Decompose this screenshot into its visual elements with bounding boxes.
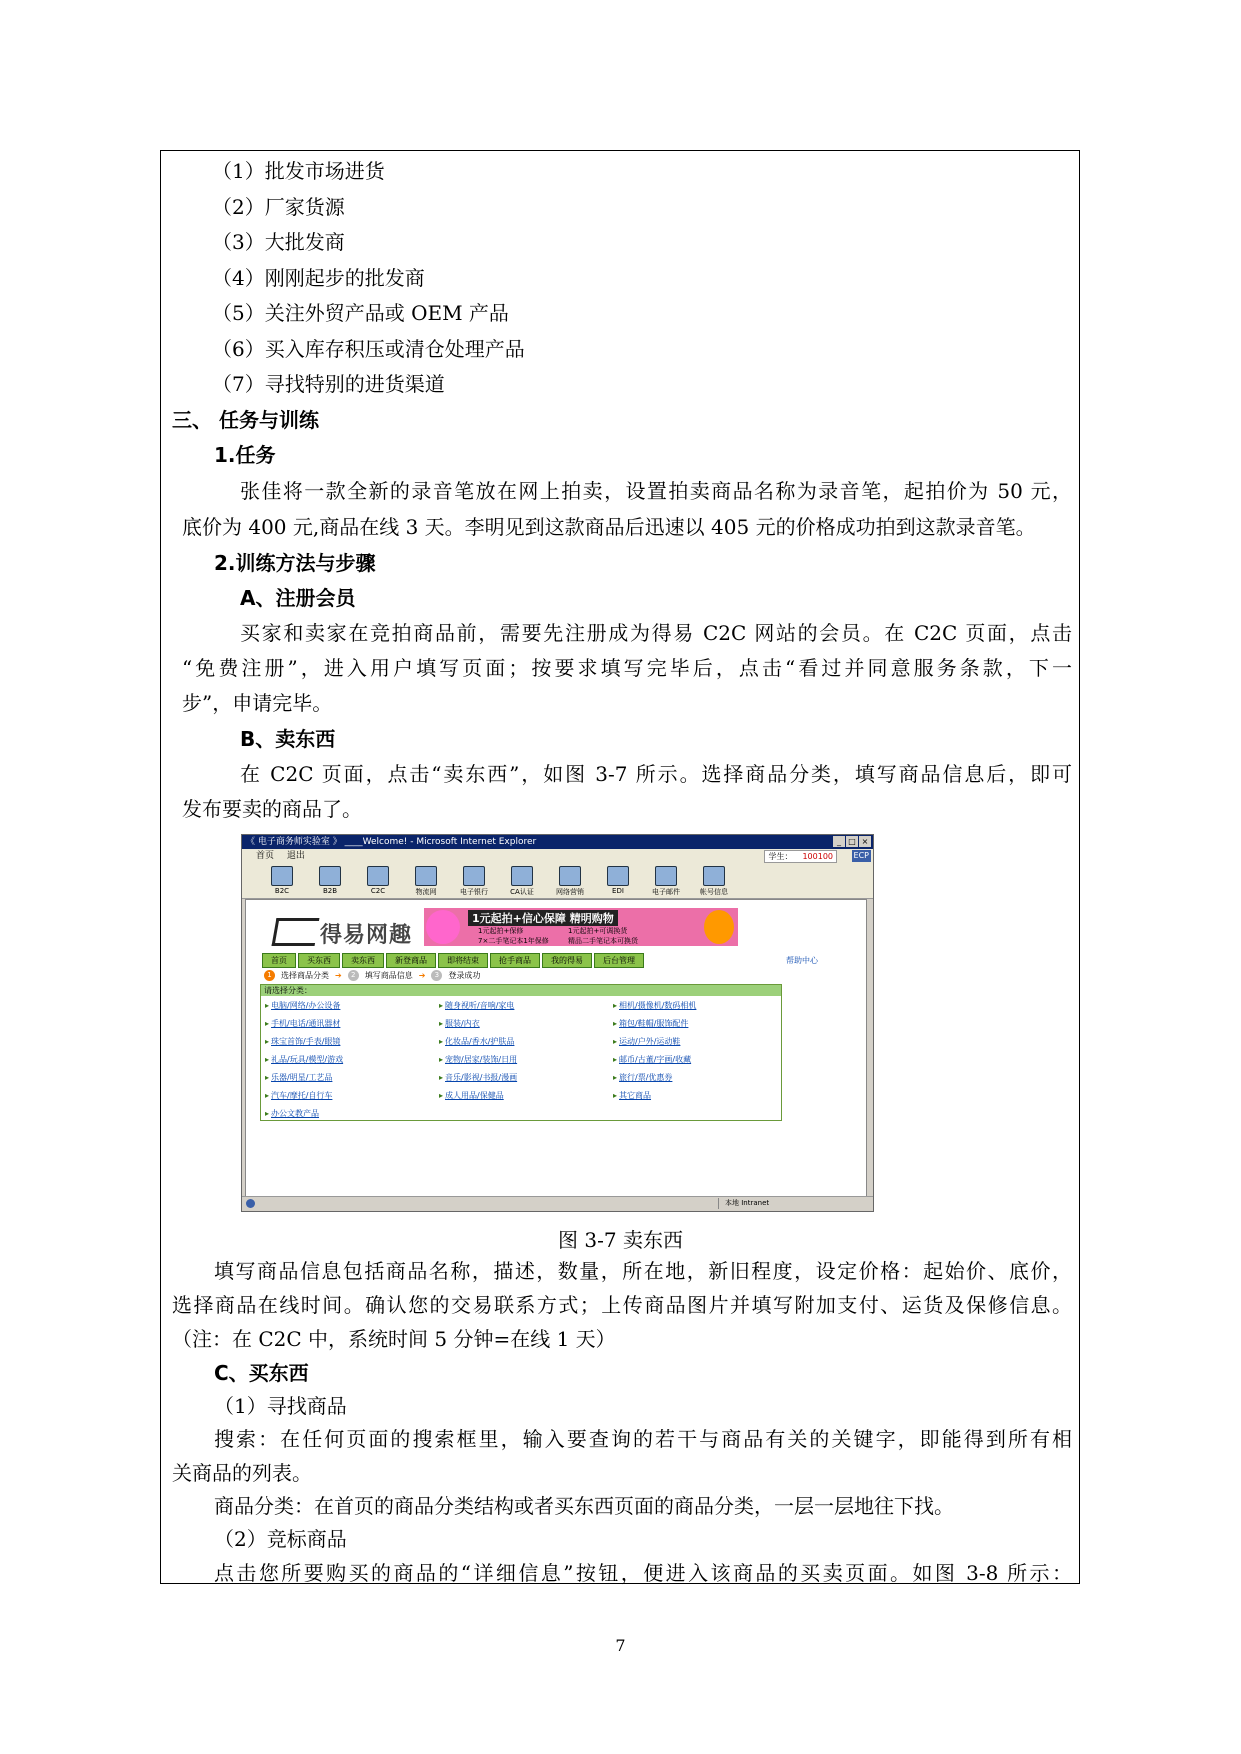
list-item: （5）关注外贸产品或 OEM 产品	[212, 301, 509, 325]
step-indicator: 1 选择商品分类 ➔ 2 填写商品信息 ➔ 3 登录成功	[264, 970, 480, 981]
help-link[interactable]: 帮助中心	[786, 956, 818, 965]
category-link[interactable]: ▸ 服装/内衣	[439, 1018, 480, 1029]
tool-account[interactable]: 帐号信息	[694, 864, 734, 898]
tool-c2c[interactable]: C2C	[358, 864, 398, 898]
paragraph-line: 步”，申请完毕。	[182, 691, 333, 715]
logo-mark-icon	[272, 918, 320, 946]
paragraph-line: 张佳将一款全新的录音笔放在网上拍卖，设置拍卖商品名称为录音笔，起拍价为 50 元，	[240, 479, 1072, 503]
list-item: （6）买入库存积压或清仓处理产品	[212, 337, 525, 361]
c2c-icon	[367, 866, 389, 886]
list-item: （1）寻找商品	[214, 1394, 347, 1418]
paragraph-line: （注：在 C2C 中，系统时间 5 分钟=在线 1 天）	[172, 1327, 616, 1351]
category-link[interactable]: ▸ 办公文教产品	[265, 1108, 319, 1119]
subsection-heading: A、注册会员	[240, 586, 356, 610]
tab-hot[interactable]: 抢手商品	[490, 953, 540, 968]
paragraph-line: 发布要卖的商品了。	[182, 797, 362, 821]
category-link[interactable]: ▸ 运动/户外/运动鞋	[613, 1036, 680, 1047]
network-icon	[559, 866, 581, 886]
tab-home[interactable]: 首页	[262, 953, 296, 968]
category-link[interactable]: ▸ 电脑/网络/办公设备	[265, 1000, 340, 1011]
status-bar	[242, 1196, 873, 1211]
subsection-heading: C、买东西	[214, 1361, 309, 1385]
site-tabs	[262, 953, 644, 968]
truck-icon	[415, 866, 437, 886]
arrow-right-icon: ➔	[418, 971, 426, 980]
category-link[interactable]: ▸ 珠宝首饰/手表/眼镜	[265, 1036, 340, 1047]
paragraph-line: 搜索：在任何页面的搜索框里，输入要查询的若干与商品有关的关键字，即能得到所有相	[214, 1427, 1072, 1451]
category-link[interactable]: ▸ 化妆品/香水/护肤品	[439, 1036, 514, 1047]
paragraph-line: 在 C2C 页面，点击“卖东西”，如图 3-7 所示。选择商品分类，填写商品信息后，即可	[240, 762, 1072, 786]
list-item: （2）竞标商品	[214, 1527, 347, 1551]
minimize-icon[interactable]: _	[833, 836, 845, 847]
paragraph-line: 买家和卖家在竞拍商品前，需要先注册成为得易 C2C 网站的会员。在 C2C 页面，点击	[240, 621, 1072, 645]
window-title: 《 电子商务师实验室 》 ____Welcome! - Microsoft Internet Explorer	[246, 837, 537, 847]
student-badge: 学生： 100100	[764, 850, 837, 863]
promo-banner[interactable]: 1元起拍+信心保障 精明购物 1元起拍+保修 7×二手笔记本1年保修 1元起拍+可调换货 精品二手笔记本可换货	[424, 908, 738, 946]
account-icon	[703, 866, 725, 886]
cartoon-girl-icon	[426, 910, 460, 944]
list-item: （2）厂家货源	[212, 195, 345, 219]
tab-buy[interactable]: 买东西	[298, 953, 340, 968]
category-link[interactable]: ▸ 宠物/居家/装饰/日用	[439, 1054, 517, 1065]
tab-sell[interactable]: 卖东西	[342, 953, 384, 968]
tool-b2c[interactable]: B2C	[262, 864, 302, 898]
tab-new[interactable]: 新登商品	[386, 953, 436, 968]
figure-caption: 图 3-7 卖东西	[558, 1228, 683, 1252]
app-toolbar	[242, 864, 873, 899]
category-link[interactable]: ▸ 成人用品/保健品	[439, 1090, 504, 1101]
edi-icon	[607, 866, 629, 886]
category-link[interactable]: ▸ 邮币/古董/字画/收藏	[613, 1054, 691, 1065]
ecp-logo: ECP	[853, 851, 869, 860]
tool-edi[interactable]: EDI	[598, 864, 638, 898]
category-link[interactable]: ▸ 相机/摄像机/数码相机	[613, 1000, 696, 1011]
close-icon[interactable]: ×	[859, 836, 871, 847]
category-link[interactable]: ▸ 其它商品	[613, 1090, 651, 1101]
mail-icon	[655, 866, 677, 886]
category-header: 请选择分类：	[261, 985, 781, 996]
subsection-heading: B、卖东西	[240, 727, 336, 751]
cartoon-child-icon	[704, 910, 734, 944]
tab-mine[interactable]: 我的得易	[542, 953, 592, 968]
section-heading: 三、 任务与训练	[172, 408, 319, 432]
tool-email[interactable]: 电子邮件	[646, 864, 686, 898]
bank-icon	[463, 866, 485, 886]
tool-ebank[interactable]: 电子银行	[454, 864, 494, 898]
ie-icon	[246, 1199, 255, 1208]
paragraph-line: 关商品的列表。	[172, 1461, 312, 1485]
menu-home[interactable]: 首页	[256, 851, 275, 861]
maximize-icon[interactable]: □	[846, 836, 858, 847]
category-link[interactable]: ▸ 音乐/影视/书报/漫画	[439, 1072, 517, 1083]
tab-admin[interactable]: 后台管理	[594, 953, 644, 968]
figure-screenshot	[241, 834, 874, 1212]
category-link[interactable]: ▸ 汽车/摩托/自行车	[265, 1090, 332, 1101]
site-logo: 得易网趣	[274, 912, 424, 946]
paragraph-line: “免费注册”，进入用户填写页面；按要求填写完毕后，点击“看过并同意服务条款，下一	[182, 656, 1072, 680]
category-link[interactable]: ▸ 礼品/玩具/模型/游戏	[265, 1054, 343, 1065]
paragraph-line: 选择商品在线时间。确认您的交易联系方式；上传商品图片并填写附加支付、运货及保修信息。	[172, 1293, 1072, 1317]
arrow-right-icon: ➔	[335, 971, 342, 980]
b2b-icon	[319, 866, 341, 886]
window-titlebar	[242, 835, 873, 849]
list-item: （4）刚刚起步的批发商	[212, 266, 425, 290]
task-heading: 1.任务	[214, 443, 276, 467]
security-zone: 本地 Intranet	[718, 1198, 769, 1209]
tab-ending[interactable]: 即将结束	[438, 953, 488, 968]
paragraph-line: 填写商品信息包括商品名称，描述，数量，所在地，新旧程度，设定价格：起始价、底价，	[214, 1259, 1072, 1283]
certificate-icon	[511, 866, 533, 886]
category-link[interactable]: ▸ 旅行/票/优惠券	[613, 1072, 672, 1083]
category-link[interactable]: ▸ 随身视听/音响/家电	[439, 1000, 514, 1011]
category-link[interactable]: ▸ 箱包/鞋帽/服饰配件	[613, 1018, 688, 1029]
list-item: （7）寻找特别的进货渠道	[212, 372, 445, 396]
browser-content	[245, 899, 867, 1197]
tool-b2b[interactable]: B2B	[310, 864, 350, 898]
tool-logistics[interactable]: 物流网	[406, 864, 446, 898]
tool-ca[interactable]: CA认证	[502, 864, 542, 898]
paragraph-line: 商品分类：在首页的商品分类结构或者买东西页面的商品分类，一层一层地往下找。	[214, 1494, 954, 1518]
paragraph-line: 底价为 400 元,商品在线 3 天。李明见到这款商品后迅速以 405 元的价格成功拍到这款录音笔。	[182, 515, 1036, 539]
category-link[interactable]: ▸ 乐器/明星/工艺品	[265, 1072, 332, 1083]
paragraph-line: 点击您所要购买的商品的“详细信息”按钮，便进入该商品的买卖页面。如图 3-8 所示：	[214, 1561, 1072, 1585]
list-item: （1）批发市场进货	[212, 159, 385, 183]
list-item: （3）大批发商	[212, 230, 345, 254]
b2c-icon	[271, 866, 293, 886]
tool-marketing[interactable]: 网络营销	[550, 864, 590, 898]
category-link[interactable]: ▸ 手机/电话/通讯器材	[265, 1018, 340, 1029]
menu-bar	[242, 849, 873, 864]
page-number: 7	[615, 1636, 626, 1655]
method-heading: 2.训练方法与步骤	[214, 551, 376, 575]
category-box	[260, 984, 782, 1121]
menu-logout[interactable]: 退出	[286, 851, 305, 861]
